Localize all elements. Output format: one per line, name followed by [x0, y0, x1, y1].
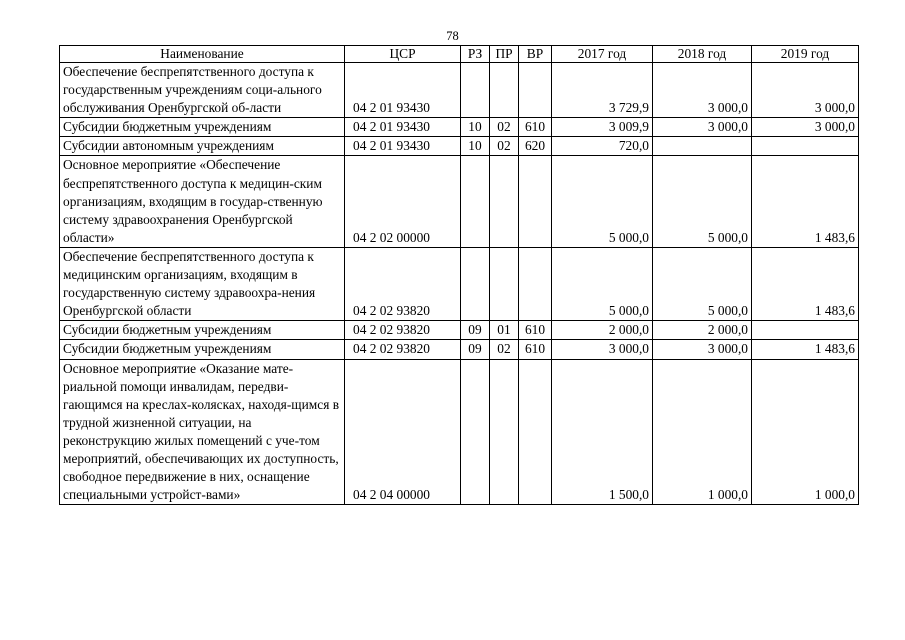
cell-vr: 620: [519, 137, 552, 156]
table-row: [60, 137, 859, 156]
header-2018: 2018 год: [653, 46, 752, 63]
header-name: Наименование: [60, 46, 345, 63]
cell-csr: 04 2 01 93430: [345, 63, 461, 118]
cell-2019: 3 000,0: [752, 63, 859, 118]
cell-2019: 1 483,6: [752, 247, 859, 320]
cell-2018: 3 000,0: [653, 340, 752, 359]
cell-name: Субсидии автономным учреждениям: [60, 137, 345, 156]
cell-name: Обеспечение беспрепятственного доступа к государственным учреждениям соци-ального обслуживания Оренбургской об-ласти: [60, 63, 345, 118]
table-row: [60, 359, 859, 505]
cell-name: Субсидии бюджетным учреждениям: [60, 340, 345, 359]
cell-csr: 04 2 02 93820: [345, 247, 461, 320]
cell-csr: 04 2 02 93820: [345, 321, 461, 340]
cell-2017: 3 009,9: [552, 118, 653, 137]
cell-rz: 09: [461, 321, 490, 340]
table-row: [60, 63, 859, 118]
cell-vr: 610: [519, 118, 552, 137]
cell-pr: 01: [490, 321, 519, 340]
cell-name: Основное мероприятие «Обеспечение беспрепятственного доступа к медицин-ским организациям, входящим в государ-ственную систему здравоохранения Оренбургской области»: [60, 156, 345, 247]
cell-name: Субсидии бюджетным учреждениям: [60, 118, 345, 137]
cell-vr: [519, 156, 552, 247]
cell-vr: 610: [519, 321, 552, 340]
page-number: 78: [446, 29, 459, 43]
cell-vr: [519, 359, 552, 505]
cell-2019: [752, 321, 859, 340]
cell-2019: 1 483,6: [752, 340, 859, 359]
cell-rz: 09: [461, 340, 490, 359]
cell-2018: 1 000,0: [653, 359, 752, 505]
cell-2017: 5 000,0: [552, 156, 653, 247]
cell-pr: [490, 156, 519, 247]
budget-table: [59, 45, 859, 505]
cell-2018: 3 000,0: [653, 63, 752, 118]
cell-2018: 3 000,0: [653, 118, 752, 137]
cell-2017: 3 729,9: [552, 63, 653, 118]
table-row: [60, 340, 859, 359]
cell-2019: [752, 137, 859, 156]
cell-csr: 04 2 02 93820: [345, 340, 461, 359]
cell-2019: 3 000,0: [752, 118, 859, 137]
cell-csr: 04 2 02 00000: [345, 156, 461, 247]
cell-vr: 610: [519, 340, 552, 359]
cell-2017: 2 000,0: [552, 321, 653, 340]
cell-rz: [461, 156, 490, 247]
cell-pr: 02: [490, 137, 519, 156]
header-2017: 2017 год: [552, 46, 653, 63]
cell-pr: 02: [490, 340, 519, 359]
cell-2017: 1 500,0: [552, 359, 653, 505]
cell-2019: 1 000,0: [752, 359, 859, 505]
cell-rz: [461, 247, 490, 320]
cell-csr: 04 2 01 93430: [345, 137, 461, 156]
cell-2018: [653, 137, 752, 156]
cell-rz: 10: [461, 137, 490, 156]
table-body: [60, 63, 859, 505]
header-csr: ЦСР: [345, 46, 461, 63]
cell-rz: 10: [461, 118, 490, 137]
header-rz: РЗ: [461, 46, 490, 63]
cell-name: Основное мероприятие «Оказание мате-риальной помощи инвалидам, передви-гающимся на креслах-колясках, находя-щимся в трудной жизненной ситуации, на реконструкцию жилых помещений с уче-том мероприятий, обеспечивающих их доступность, свободное передвижение в них, оснащение специальными устройст-вами»: [60, 359, 345, 505]
cell-csr: 04 2 01 93430: [345, 118, 461, 137]
cell-2019: 1 483,6: [752, 156, 859, 247]
header-pr: ПР: [490, 46, 519, 63]
table-header-row: [60, 46, 859, 63]
cell-2018: 5 000,0: [653, 247, 752, 320]
cell-csr: 04 2 04 00000: [345, 359, 461, 505]
cell-2017: 720,0: [552, 137, 653, 156]
table-row: [60, 156, 859, 247]
cell-pr: 02: [490, 118, 519, 137]
cell-pr: [490, 247, 519, 320]
cell-2017: 5 000,0: [552, 247, 653, 320]
cell-2018: 5 000,0: [653, 156, 752, 247]
cell-2018: 2 000,0: [653, 321, 752, 340]
cell-pr: [490, 63, 519, 118]
table-row: [60, 247, 859, 320]
cell-name: Обеспечение беспрепятственного доступа к медицинским организациям, входящим в государственную систему здравоохра-нения Оренбургской области: [60, 247, 345, 320]
cell-pr: [490, 359, 519, 505]
table-row: [60, 118, 859, 137]
cell-name: Субсидии бюджетным учреждениям: [60, 321, 345, 340]
header-vr: ВР: [519, 46, 552, 63]
cell-rz: [461, 63, 490, 118]
cell-2017: 3 000,0: [552, 340, 653, 359]
cell-vr: [519, 63, 552, 118]
cell-vr: [519, 247, 552, 320]
header-2019: 2019 год: [752, 46, 859, 63]
table-row: [60, 321, 859, 340]
cell-rz: [461, 359, 490, 505]
